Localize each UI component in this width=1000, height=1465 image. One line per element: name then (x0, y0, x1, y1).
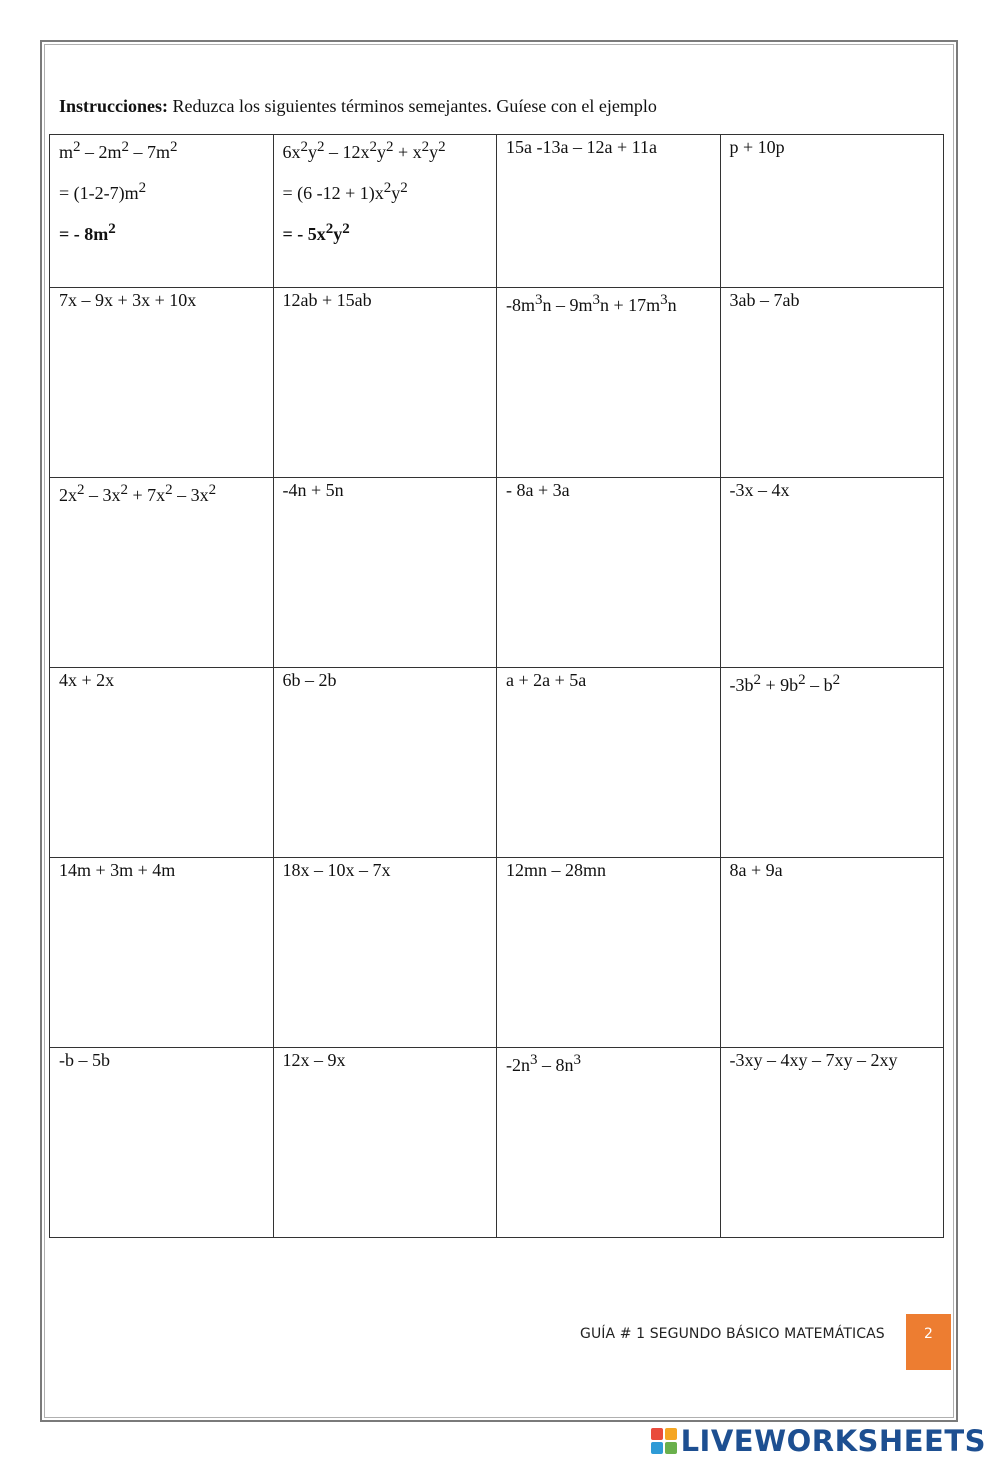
table-row (50, 668, 944, 858)
table-row (50, 135, 944, 288)
exercise-cell[interactable] (720, 858, 944, 1048)
exercise-expression: $-2n^3 - 8n^3$ (506, 1052, 581, 1075)
exercise-cell[interactable] (720, 668, 944, 858)
page-number: 2 (924, 1326, 933, 1342)
exercise-cell[interactable] (50, 858, 274, 1048)
page-number-badge (906, 1314, 951, 1370)
exercise-cell[interactable] (50, 135, 274, 288)
logo-tile (651, 1428, 663, 1440)
exercise-expression: a + 2a + 5a (506, 670, 587, 690)
exercise-cell[interactable] (497, 288, 721, 478)
exercise-cell[interactable] (497, 135, 721, 288)
exercise-expression: 3ab – 7ab (729, 290, 800, 310)
exercise-expression: 12ab + 15ab (282, 290, 372, 310)
logo-tile (665, 1428, 677, 1440)
exercise-cell[interactable] (497, 1048, 721, 1238)
exercise-expression: $6x^2y^2 - 12x^2y^2 + x^2y^2$ (282, 139, 446, 162)
exercise-expression: = - $8m^2$ (59, 221, 116, 244)
exercise-cell[interactable] (273, 1048, 497, 1238)
exercise-expression: 15a -13a – 12a + 11a (506, 137, 657, 157)
exercise-expression: 4x + 2x (59, 670, 115, 690)
footer-title: GUÍA # 1 SEGUNDO BÁSICO MATEMÁTICAS (580, 1326, 885, 1342)
logo-tile (665, 1442, 677, 1454)
exercise-expression: -3x – 4x (729, 480, 790, 500)
exercise-expression: $-3b^2 + 9b^2 - b^2$ (729, 672, 841, 695)
table-row (50, 1048, 944, 1238)
exercise-expression: $-8m^3n - 9m^3n + 17m^3n$ (506, 292, 677, 315)
exercise-cell[interactable] (50, 1048, 274, 1238)
instructions (59, 96, 657, 117)
brand-text: LIVEWORKSHEETS (680, 1424, 986, 1458)
exercise-expression: = (6 $-12 + 1)x^2y^2$ (282, 180, 408, 203)
instructions-text: Reduzca los siguientes términos semejantes. Guíese con el ejemplo (168, 96, 657, 116)
exercise-expression: $2x^2 - 3x^2 + 7x^2 - 3x^2$ (59, 482, 217, 505)
exercise-expression: 18x – 10x – 7x (282, 860, 391, 880)
exercise-expression: -3xy – 4xy – 7xy – 2xy (729, 1050, 898, 1070)
exercise-cell[interactable] (273, 668, 497, 858)
exercise-expression: $m^2 - 2m^2 - 7m^2$ (59, 139, 178, 162)
exercise-cell[interactable] (720, 1048, 944, 1238)
table-row (50, 478, 944, 668)
exercise-cell[interactable] (50, 478, 274, 668)
exercise-cell[interactable] (50, 288, 274, 478)
exercise-cell[interactable] (497, 668, 721, 858)
exercise-expression: p + 10p (729, 137, 785, 157)
exercise-cell[interactable] (273, 135, 497, 288)
logo-tile (651, 1442, 663, 1454)
exercise-cell[interactable] (50, 668, 274, 858)
exercise-table (49, 134, 944, 1238)
exercise-expression: 14m + 3m + 4m (59, 860, 176, 880)
exercise-cell[interactable] (497, 858, 721, 1048)
exercise-cell[interactable] (273, 478, 497, 668)
liveworksheets-logo-icon (651, 1428, 677, 1454)
exercise-expression: -4n + 5n (282, 480, 344, 500)
exercise-cell[interactable] (720, 135, 944, 288)
table-row (50, 858, 944, 1048)
instructions-label: Instrucciones: (59, 96, 168, 116)
exercise-expression: = $(1-2-7)m^2$ (59, 180, 147, 203)
exercise-expression: 8a + 9a (729, 860, 783, 880)
exercise-expression: 7x – 9x + 3x + 10x (59, 290, 197, 310)
exercise-cell[interactable] (497, 478, 721, 668)
exercise-cell[interactable] (720, 478, 944, 668)
exercise-cell[interactable] (273, 288, 497, 478)
exercise-cell[interactable] (273, 858, 497, 1048)
exercise-expression: = - $5x^2y^2$ (282, 221, 350, 244)
exercise-expression: 12mn – 28mn (506, 860, 607, 880)
exercise-expression: -b – 5b (59, 1050, 110, 1070)
table-row (50, 288, 944, 478)
exercise-expression: 6b – 2b (282, 670, 337, 690)
exercise-expression: - 8a + 3a (506, 480, 570, 500)
liveworksheets-brand[interactable] (651, 1424, 986, 1458)
exercise-expression: 12x – 9x (282, 1050, 346, 1070)
exercise-cell[interactable] (720, 288, 944, 478)
